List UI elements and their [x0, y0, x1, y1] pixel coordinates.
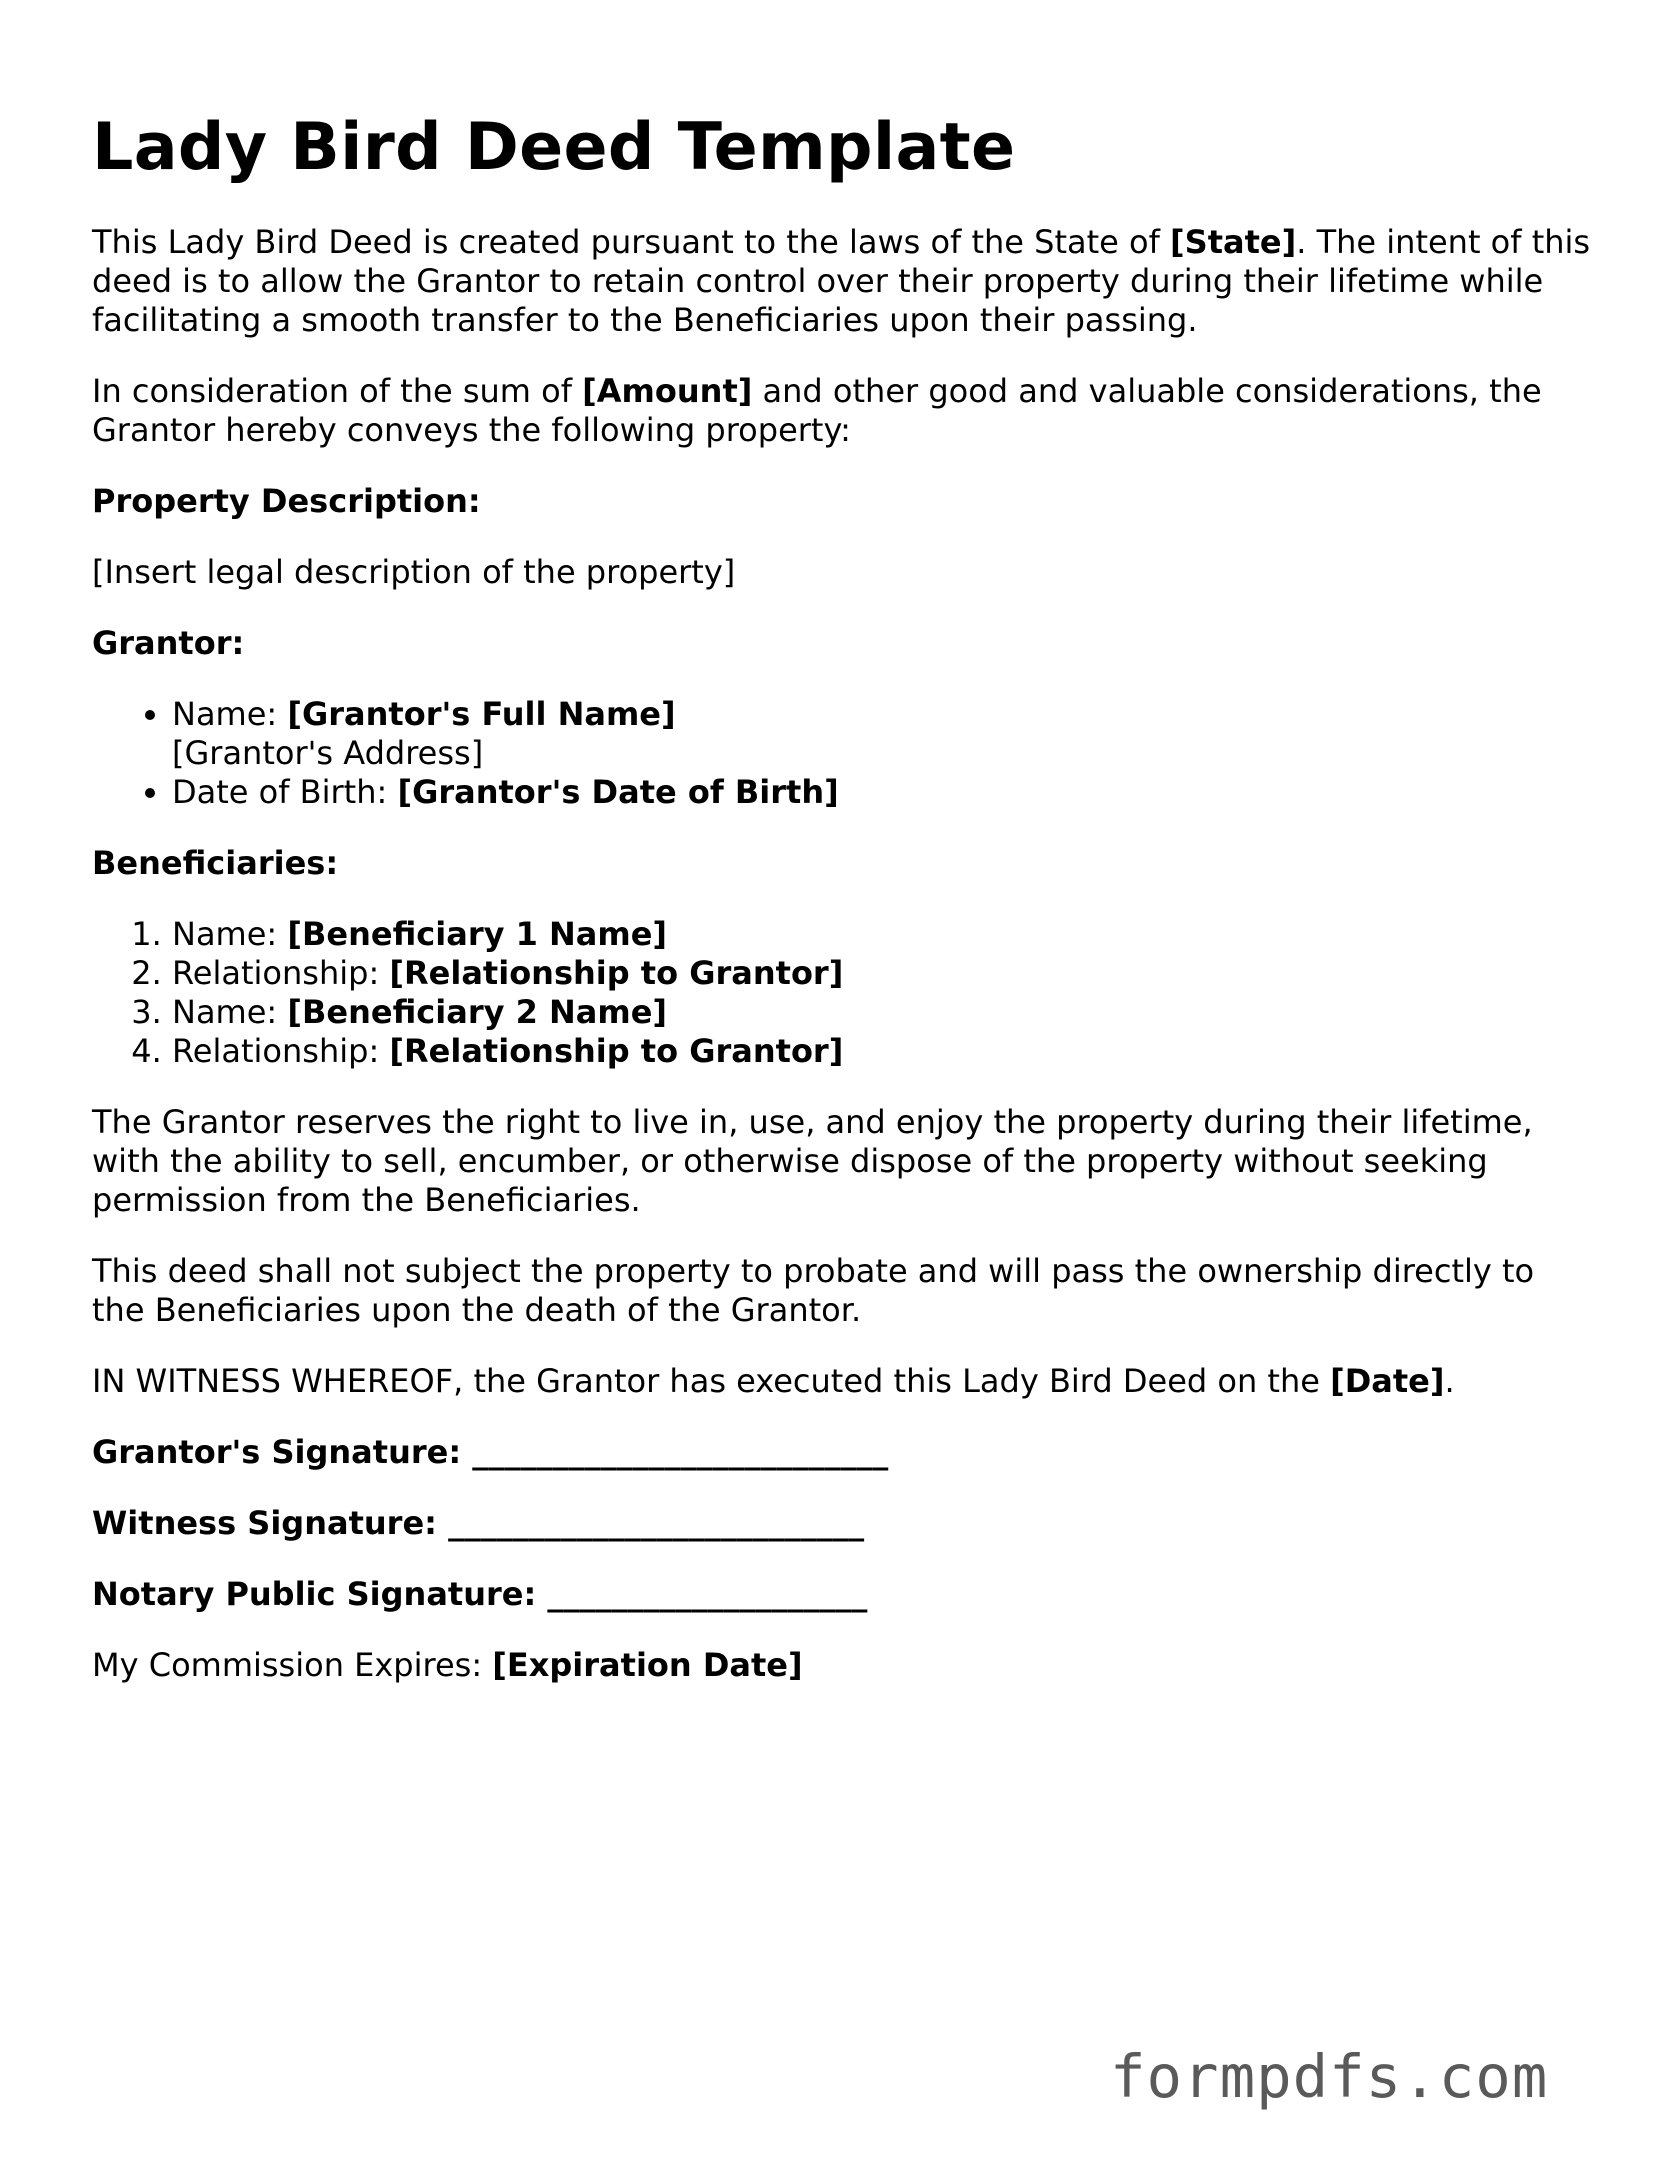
consideration-text-2: and other good and valuable considerations, the Grantor hereby conveys the following property: [92, 372, 1542, 449]
notary-signature-field[interactable]: ____________________ [547, 1575, 868, 1613]
amount-placeholder: [Amount] [582, 372, 753, 410]
grantor-list [92, 695, 1592, 812]
beneficiary-value: [Beneficiary 2 Name] [287, 993, 668, 1031]
notary-signature-line [92, 1575, 1592, 1614]
grantor-name-value: [Grantor's Full Name] [287, 695, 676, 733]
commission-label: My Commission Expires: [92, 1646, 493, 1684]
beneficiaries-list [92, 915, 1592, 1071]
property-heading [92, 482, 1592, 521]
intro-paragraph [92, 223, 1592, 340]
beneficiary-item [172, 993, 1592, 1032]
grantor-name-label: Name: [172, 695, 288, 733]
grantor-heading [92, 624, 1592, 663]
grantor-signature-line [92, 1433, 1592, 1472]
witness-clause [92, 1362, 1592, 1401]
watermark: formpdfs.com [1110, 2042, 1549, 2111]
grantor-dob-value: [Grantor's Date of Birth] [397, 773, 839, 811]
document-title: Lady Bird Deed Template [92, 110, 1016, 185]
property-heading-text: Property Description: [92, 482, 481, 520]
beneficiary-item [172, 954, 1592, 993]
witness-clause-text-1: IN WITNESS WHEREOF, the Grantor has executed this Lady Bird Deed on the [92, 1362, 1331, 1400]
reservation-paragraph: The Grantor reserves the right to live in, use, and enjoy the property during their lifetime, with the ability to sell, encumber, or otherwise dispose of the property without seeking permission from the Beneficiaries. [92, 1103, 1533, 1219]
consideration-paragraph [92, 372, 1592, 450]
beneficiary-value: [Relationship to Grantor] [389, 1032, 844, 1070]
witness-signature-label: Witness Signature: [92, 1504, 449, 1542]
beneficiaries-heading [92, 844, 1592, 883]
commission-line [92, 1646, 1592, 1685]
grantor-dob-label: Date of Birth: [172, 773, 398, 811]
beneficiary-value: [Beneficiary 1 Name] [287, 915, 668, 953]
probate-paragraph: This deed shall not subject the property to probate and will pass the ownership directly to the Beneficiaries upon the death of the Grantor. [92, 1252, 1535, 1329]
grantor-dob-item [172, 773, 1592, 812]
intro-text-2: . The intent of this deed is to allow the Grantor to retain control over their property during their lifetime while facilitating a smooth transfer to the Beneficiaries upon their passing. [92, 223, 1591, 339]
grantor-name-item [172, 695, 1592, 773]
property-description: [Insert legal description of the property] [92, 553, 736, 591]
consideration-text-1: In consideration of the sum of [92, 372, 583, 410]
commission-value: [Expiration Date] [492, 1646, 803, 1684]
beneficiary-label: Relationship: [172, 1032, 390, 1070]
beneficiary-item [172, 915, 1592, 954]
intro-text-1: This Lady Bird Deed is created pursuant to the laws of the State of [92, 223, 1171, 261]
grantor-address: [Grantor's Address] [172, 734, 484, 772]
date-placeholder: [Date] [1330, 1362, 1445, 1400]
grantor-signature-label: Grantor's Signature: [92, 1433, 473, 1471]
state-placeholder: [State] [1170, 223, 1297, 261]
grantor-heading-text: Grantor: [92, 624, 245, 662]
beneficiary-label: Name: [172, 993, 288, 1031]
notary-signature-label: Notary Public Signature: [92, 1575, 548, 1613]
beneficiary-value: [Relationship to Grantor] [389, 954, 844, 992]
beneficiary-label: Relationship: [172, 954, 390, 992]
witness-signature-field[interactable]: __________________________ [448, 1504, 865, 1542]
grantor-signature-field[interactable]: __________________________ [472, 1433, 889, 1471]
witness-signature-line [92, 1504, 1592, 1543]
beneficiary-item [172, 1032, 1592, 1071]
witness-clause-text-2: . [1444, 1362, 1455, 1400]
beneficiary-label: Name: [172, 915, 288, 953]
deed-document [92, 110, 1592, 1717]
beneficiaries-heading-text: Beneficiaries: [92, 844, 339, 882]
